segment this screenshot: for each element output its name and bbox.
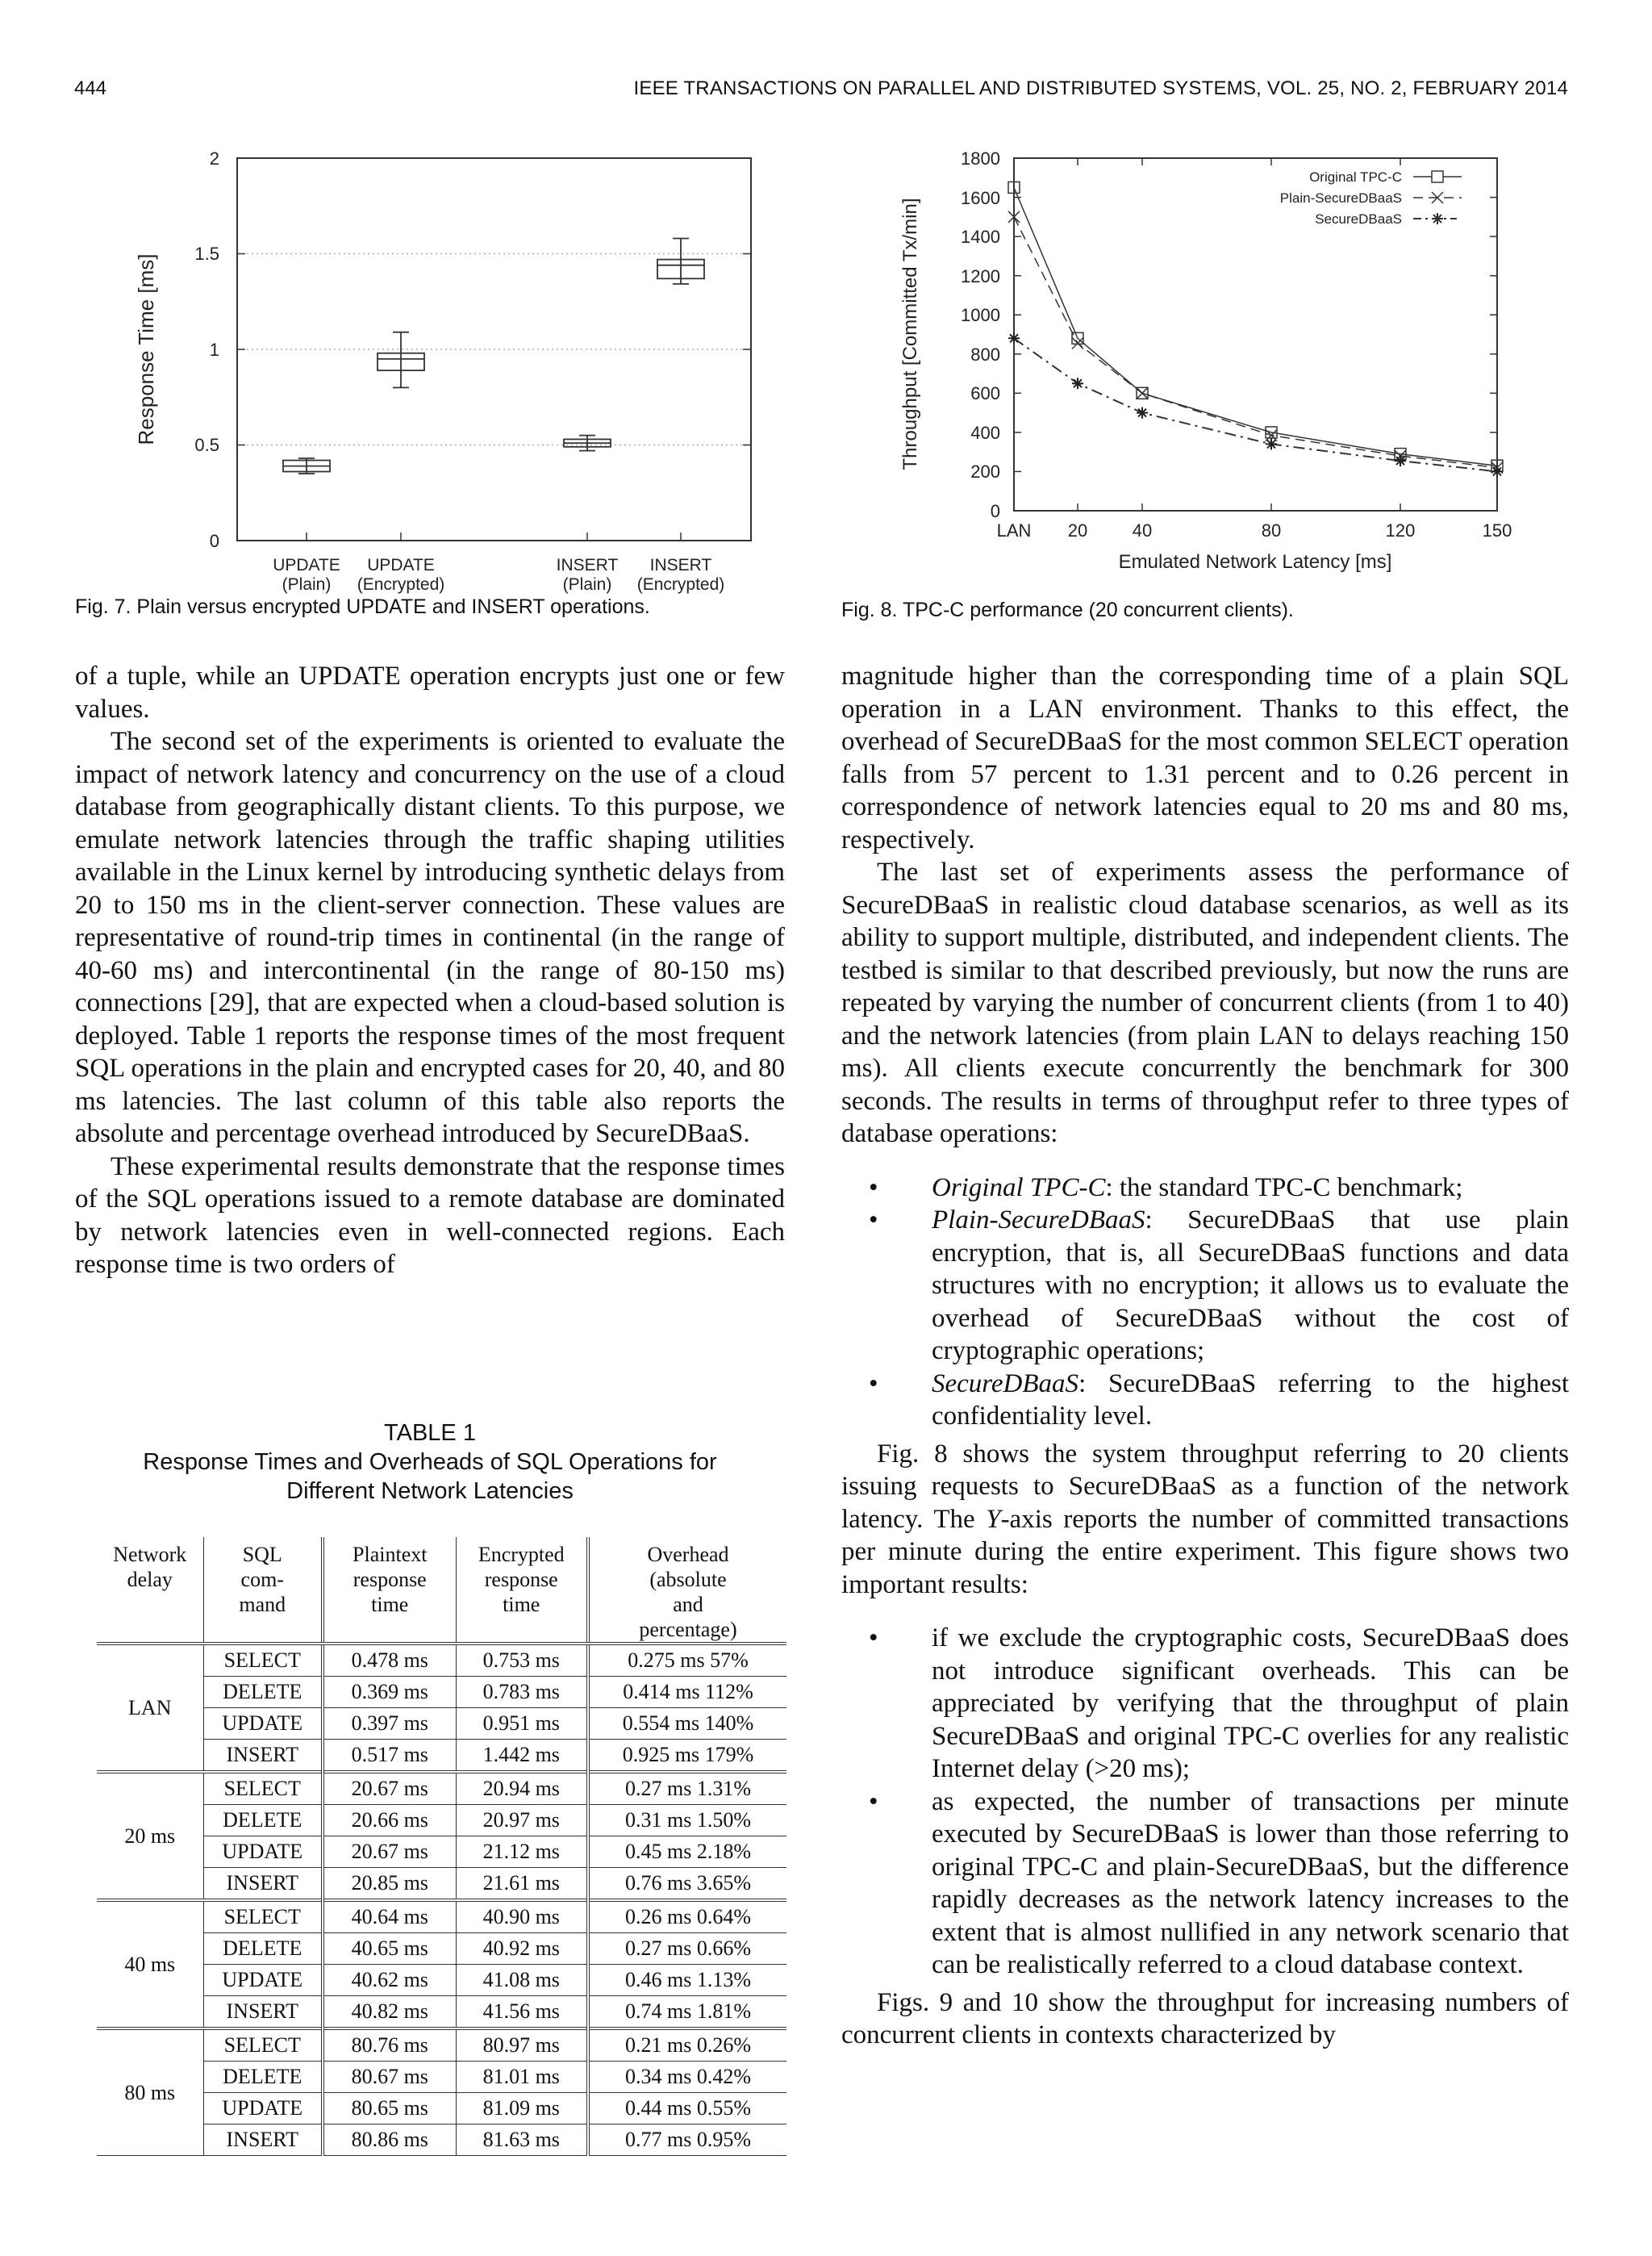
cell-enc: 1.442 ms xyxy=(456,1740,588,1773)
text: Y xyxy=(986,1504,1001,1534)
cell-overhead: 0.31 ms 1.50% xyxy=(588,1805,786,1836)
cell-delay: 80 ms xyxy=(97,2028,203,2156)
cell-plain: 40.65 ms xyxy=(323,1933,456,1965)
cell-enc: 41.56 ms xyxy=(456,1996,588,2029)
list-item xyxy=(841,1622,1569,1786)
cell-plain: 0.397 ms xyxy=(323,1708,456,1740)
cell-cmd: DELETE xyxy=(203,1677,323,1708)
fig8-ytick: 600 xyxy=(970,383,1000,403)
cell-enc: 20.97 ms xyxy=(456,1805,588,1836)
series-securedbaas xyxy=(1014,338,1497,471)
fig8-caption: Fig. 8. TPC-C performance (20 concurrent clients). xyxy=(841,599,1294,621)
fig7-xtick: UPDATE xyxy=(273,556,340,574)
cell-cmd: SELECT xyxy=(203,1900,323,1933)
paragraph: These experimental results demonstrate that the response times of the SQL operations issued to a remote database are dominated by network latencies even in well-connected regions. Each response time is two orders of xyxy=(75,1151,785,1279)
paragraph: Figs. 9 and 10 show the throughput for increasing numbers of concurrent clients in contexts characterized by xyxy=(841,1987,1569,2049)
list-item xyxy=(841,1368,1569,1433)
series-plain-securedbaas xyxy=(1014,217,1497,468)
fig8-ytick: 400 xyxy=(970,423,1000,443)
cell-cmd: SELECT xyxy=(203,1644,323,1677)
col-header-cmd: SQL com- mand xyxy=(203,1537,323,1644)
cell-enc: 40.90 ms xyxy=(456,1900,588,1933)
running-head: IEEE TRANSACTIONS ON PARALLEL AND DISTRIBUTED SYSTEMS, VOL. 25, NO. 2, FEBRUARY 2014 xyxy=(633,77,1568,99)
col-header-delay: Network delay xyxy=(97,1537,203,1644)
cell-plain: 80.67 ms xyxy=(323,2062,456,2093)
fig8-ytick: 0 xyxy=(990,501,1000,521)
cell-overhead: 0.34 ms 0.42% xyxy=(588,2062,786,2093)
col-header-overhead: Overhead (absolute and percentage) xyxy=(588,1537,786,1644)
definition: : the standard TPC-C benchmark; xyxy=(1105,1172,1463,1202)
cell-cmd: DELETE xyxy=(203,1805,323,1836)
fig7-caption: Fig. 7. Plain versus encrypted UPDATE and INSERT operations. xyxy=(75,595,650,618)
table-row xyxy=(97,1900,786,1933)
cell-enc: 81.63 ms xyxy=(456,2124,588,2156)
cell-plain: 80.86 ms xyxy=(323,2124,456,2156)
cell-cmd: INSERT xyxy=(203,1996,323,2029)
fig7-ytick: 1 xyxy=(209,340,219,360)
cell-overhead: 0.27 ms 0.66% xyxy=(588,1933,786,1965)
cell-overhead: 0.77 ms 0.95% xyxy=(588,2124,786,2156)
figure-8 xyxy=(839,129,1652,581)
fig7-xtick: (Plain) xyxy=(562,575,612,594)
cell-cmd: DELETE xyxy=(203,2062,323,2093)
cell-plain: 20.67 ms xyxy=(323,1836,456,1868)
legend-label: Original TPC-C xyxy=(1309,169,1402,185)
text: if we exclude the cryptographic costs, SecureDBaaS does not introduce significant overheads. This can be appreciated by verifying that the throughput of plain SecureDBaaS and original TPC-C overlies for any realistic Internet delay (>20 ms); xyxy=(932,1623,1569,1783)
paragraph: The last set of experiments assess the performance of SecureDBaaS in realistic cloud database scenarios, as well as its ability to support multiple, distributed, and independent clients. The testbed is similar to that described previously, but now the runs are repeated by varying the number of concurrent clients (from 1 to 40) and the network latencies (from plain LAN to delays reaching 150 ms). All clients execute concurrently the benchmark for 300 seconds. The results in terms of throughput refer to three types of database operations: xyxy=(841,858,1569,1148)
fig7-xtick: INSERT xyxy=(649,556,712,574)
col-header-enc: Encrypted response time xyxy=(456,1537,588,1644)
legend-label: Plain-SecureDBaaS xyxy=(1279,190,1402,206)
figure-7 xyxy=(0,129,807,594)
right-column xyxy=(841,660,1569,2052)
cell-cmd: SELECT xyxy=(203,1772,323,1805)
fig7-ytick: 1.5 xyxy=(194,244,219,264)
cell-overhead: 0.275 ms 57% xyxy=(588,1644,786,1677)
cell-plain: 40.82 ms xyxy=(323,1996,456,2029)
left-column xyxy=(75,660,785,1281)
bullet-icon: • xyxy=(869,1172,878,1202)
cell-delay: 40 ms xyxy=(97,1900,203,2028)
cell-overhead: 0.21 ms 0.26% xyxy=(588,2028,786,2062)
term: Plain-SecureDBaaS xyxy=(932,1205,1145,1235)
fig7-xtick: INSERT xyxy=(556,556,619,574)
table-row xyxy=(97,1644,786,1677)
bullet-icon: • xyxy=(869,1786,878,1816)
table-label: TABLE 1 xyxy=(384,1420,476,1446)
fig7-xtick: (Plain) xyxy=(282,575,332,594)
fig8-ytick: 1600 xyxy=(961,188,1000,208)
cell-enc: 20.94 ms xyxy=(456,1772,588,1805)
cell-enc: 81.01 ms xyxy=(456,2062,588,2093)
fig7-ylabel: Response Time [ms] xyxy=(134,253,158,445)
cell-enc: 41.08 ms xyxy=(456,1965,588,1996)
fig8-ytick: 1000 xyxy=(961,305,1000,325)
fig8-ytick: 1200 xyxy=(961,266,1000,286)
cell-plain: 40.62 ms xyxy=(323,1965,456,1996)
cell-cmd: UPDATE xyxy=(203,1836,323,1868)
fig7-xtick: (Encrypted) xyxy=(357,575,445,594)
cell-overhead: 0.74 ms 1.81% xyxy=(588,1996,786,2029)
cell-cmd: INSERT xyxy=(203,2124,323,2156)
cell-plain: 40.64 ms xyxy=(323,1900,456,1933)
table-caption: Different Network Latencies xyxy=(286,1478,574,1504)
fig8-legend xyxy=(1280,169,1402,227)
cell-delay: LAN xyxy=(97,1644,203,1772)
cell-plain: 80.76 ms xyxy=(323,2028,456,2062)
cell-cmd: INSERT xyxy=(203,1740,323,1773)
bullet-icon: • xyxy=(869,1205,878,1235)
cell-plain: 80.65 ms xyxy=(323,2093,456,2124)
cell-enc: 40.92 ms xyxy=(456,1933,588,1965)
text: -axis reports the number of committed transactions per minute during the entire experiment. This figure shows two important results: xyxy=(841,1504,1570,1599)
cell-cmd: UPDATE xyxy=(203,1708,323,1740)
list-item xyxy=(841,1204,1569,1368)
cell-cmd: UPDATE xyxy=(203,1965,323,1996)
fig8-ytick: 200 xyxy=(970,462,1000,482)
bullet-list xyxy=(841,1622,1569,1982)
cell-overhead: 0.26 ms 0.64% xyxy=(588,1900,786,1933)
cell-enc: 21.12 ms xyxy=(456,1836,588,1868)
table-row xyxy=(97,2028,786,2062)
cell-overhead: 0.44 ms 0.55% xyxy=(588,2093,786,2124)
asterisk-marker-icon xyxy=(1008,332,1503,477)
text: as expected, the number of transactions per minute executed by SecureDBaaS is lower than those referring to original TPC-C and plain-SecureDBaaS, but the difference rapidly decreases as the network latency increases to the extent that is almost nullified in any network scenario that can be realistically referred to a cloud database context. xyxy=(932,1786,1569,1979)
table-caption: Response Times and Overheads of SQL Operations for xyxy=(143,1449,717,1475)
term: SecureDBaaS xyxy=(932,1368,1079,1398)
paragraph xyxy=(841,1438,1569,1602)
fig8-ytick: 1800 xyxy=(961,148,1000,169)
cell-cmd: DELETE xyxy=(203,1933,323,1965)
fig7-ytick: 0 xyxy=(209,531,219,551)
paragraph: of a tuple, while an UPDATE operation encrypts just one or few values. xyxy=(75,662,785,724)
cell-enc: 81.09 ms xyxy=(456,2093,588,2124)
cell-overhead: 0.925 ms 179% xyxy=(588,1740,786,1773)
fig8-xtick: 40 xyxy=(1132,520,1153,541)
fig8-xtick: 150 xyxy=(1482,520,1512,541)
cell-delay: 20 ms xyxy=(97,1772,203,1900)
cell-overhead: 0.414 ms 112% xyxy=(588,1677,786,1708)
fig7-ytick: 2 xyxy=(209,148,219,169)
fig8-ytick: 1400 xyxy=(961,227,1000,247)
fig8-xtick: 80 xyxy=(1261,520,1282,541)
fig8-xtick: LAN xyxy=(996,520,1032,541)
cell-enc: 80.97 ms xyxy=(456,2028,588,2062)
bullet-list xyxy=(841,1172,1569,1433)
fig7-xtick: UPDATE xyxy=(367,556,435,574)
cell-overhead: 0.27 ms 1.31% xyxy=(588,1772,786,1805)
fig8-ytick: 800 xyxy=(970,345,1000,365)
series-original-tpcc xyxy=(1014,187,1497,466)
fig7-ytick: 0.5 xyxy=(194,435,219,455)
bullet-icon: • xyxy=(869,1623,878,1652)
table-row xyxy=(97,1772,786,1805)
list-item xyxy=(841,1172,1569,1205)
definition: : SecureDBaaS that use plain encryption, that is, all SecureDBaaS functions and data structures with no encryption; it allows us to evaluate the overhead of SecureDBaaS without the cost of cryptographic operations; xyxy=(932,1205,1569,1365)
cell-enc: 0.951 ms xyxy=(456,1708,588,1740)
page-number: 444 xyxy=(74,77,107,99)
fig8-xtick: 120 xyxy=(1385,520,1416,541)
fig8-linechart xyxy=(839,129,1652,581)
cell-overhead: 0.76 ms 3.65% xyxy=(588,1868,786,1901)
definition: : SecureDBaaS referring to the highest confidentiality level. xyxy=(932,1368,1569,1431)
list-item xyxy=(841,1786,1569,1982)
cell-overhead: 0.45 ms 2.18% xyxy=(588,1836,786,1868)
col-header-plain: Plaintext response time xyxy=(323,1537,456,1644)
text: Fig. 8 shows the system throughput referring to 20 clients issuing requests to SecureDBaaS as a function of the network latency. The xyxy=(841,1439,1569,1534)
cell-enc: 21.61 ms xyxy=(456,1868,588,1901)
cell-plain: 0.478 ms xyxy=(323,1644,456,1677)
paragraph: The second set of the experiments is oriented to evaluate the impact of network latency and concurrency on the use of a cloud database from geographically distant clients. To this purpose, we emulate network latencies through the traffic shaping utilities available in the Linux kernel by introducing synthetic delays from 20 to 150 ms in the client-server connection. These values are representative of round-trip times in continental (in the range of 40-60 ms) and intercontinental (in the range of 80-150 ms) connections [29], that are expected when a cloud-based solution is deployed. Table 1 reports the response times of the most frequent SQL operations in the plain and encrypted cases for 20, 40, and 80 ms latencies. The last column of this table also reports the absolute and percentage overhead introduced by SecureDBaaS. xyxy=(75,727,785,1148)
table-header-row xyxy=(97,1537,786,1644)
fig8-ylabel: Throughput [Committed Tx/min] xyxy=(899,198,921,470)
cell-plain: 20.67 ms xyxy=(323,1772,456,1805)
legend-label: SecureDBaaS xyxy=(1315,211,1402,227)
cell-overhead: 0.46 ms 1.13% xyxy=(588,1965,786,1996)
term: Original TPC-C xyxy=(932,1172,1106,1202)
fig7-xtick: (Encrypted) xyxy=(636,575,725,594)
cell-cmd: UPDATE xyxy=(203,2093,323,2124)
fig8-xtick: 20 xyxy=(1067,520,1088,541)
cell-overhead: 0.554 ms 140% xyxy=(588,1708,786,1740)
table1-title xyxy=(75,1418,785,1506)
fig7-boxplot xyxy=(0,129,807,594)
cell-plain: 0.517 ms xyxy=(323,1740,456,1773)
cell-enc: 0.753 ms xyxy=(456,1644,588,1677)
table1 xyxy=(97,1537,786,2156)
cell-plain: 0.369 ms xyxy=(323,1677,456,1708)
paragraph: magnitude higher than the corresponding time of a plain SQL operation in a LAN environment. Thanks to this effect, the overhead of SecureDBaaS for the most common SELECT operation falls from 57 percent to 1.31 percent and to 0.26 percent in correspondence of network latencies equal to 20 ms and 80 ms, respectively. xyxy=(841,662,1569,854)
cell-plain: 20.85 ms xyxy=(323,1868,456,1901)
cell-enc: 0.783 ms xyxy=(456,1677,588,1708)
bullet-icon: • xyxy=(869,1368,878,1398)
cell-cmd: INSERT xyxy=(203,1868,323,1901)
cell-plain: 20.66 ms xyxy=(323,1805,456,1836)
cell-cmd: SELECT xyxy=(203,2028,323,2062)
fig8-xlabel: Emulated Network Latency [ms] xyxy=(1118,551,1392,573)
